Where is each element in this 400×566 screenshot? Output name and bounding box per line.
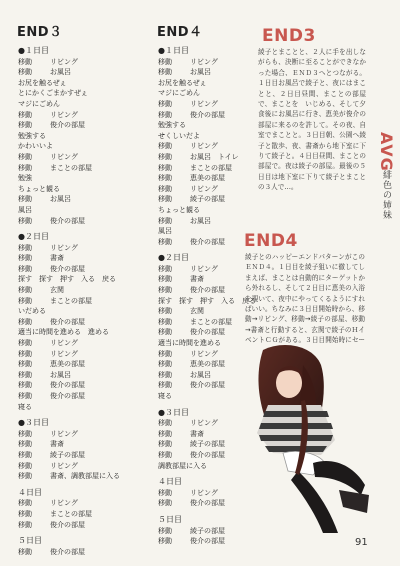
step-command: 移動: [158, 499, 172, 508]
step-command: 移動: [158, 68, 172, 77]
step-command: 移動: [158, 142, 172, 151]
step-command: 移動: [158, 370, 172, 379]
day-heading: ５日目: [18, 536, 42, 546]
route-step: [153, 461, 238, 472]
step-target: 寝る: [158, 392, 172, 400]
route-step: [13, 120, 148, 131]
page-number: 91: [355, 537, 368, 548]
step-target: お風呂: [50, 195, 71, 204]
step-target: 勉強する: [158, 121, 186, 130]
step-target: 適当に時間を進める: [158, 339, 221, 348]
route-step: [13, 498, 148, 509]
step-target: 恵美の部屋: [190, 360, 225, 369]
step-target: お尻を触るぜぇ: [18, 78, 67, 87]
step-command: 移動: [18, 264, 32, 273]
step-target: お風呂: [50, 68, 71, 77]
route-step: [153, 163, 238, 174]
step-target: お風呂: [190, 216, 211, 225]
step-target: 風呂: [18, 205, 32, 214]
route-step: [153, 141, 238, 152]
step-command: 移動: [18, 472, 32, 481]
step-command: 移動: [158, 184, 172, 193]
step-target: リビング: [190, 419, 218, 428]
route-step: [13, 173, 148, 184]
step-command: 移動: [18, 461, 32, 470]
step-command: 移動: [158, 419, 172, 428]
route-step: [13, 184, 148, 195]
step-command: 移動: [158, 286, 172, 295]
route-step: [153, 306, 238, 317]
route-step: [13, 520, 148, 531]
step-command: 移動: [18, 450, 32, 459]
step-target: 俊介の部屋: [50, 317, 85, 326]
route-step: [153, 526, 238, 537]
route-step: [153, 327, 238, 338]
route-step: [153, 285, 238, 296]
end3-desc-title: END3: [262, 26, 316, 46]
step-target: 綾子の部屋: [190, 526, 225, 535]
route-step: [13, 306, 148, 317]
step-target: 調教部屋に入る: [158, 461, 207, 470]
step-target: 書斎: [190, 429, 204, 438]
route-step: [153, 370, 238, 381]
step-target: 書斎: [50, 254, 64, 263]
step-command: 移動: [158, 317, 172, 326]
route-step: [153, 78, 238, 89]
step-command: 移動: [18, 317, 32, 326]
step-target: まことの部屋: [50, 163, 92, 172]
step-target: 書斎: [190, 275, 204, 284]
step-command: 移動: [18, 429, 32, 438]
route-step: [153, 57, 238, 68]
end4-desc-text: 綾子とのハッピーエンドパターンがこのＥＮＤ４。１日目を綾子狙いに徹してしまえば、まことは自動的にターゲットから外れるし、そして２日目に恵美の入浴を覗いて、夜中にやってくるようにすればいい。ちなみに３日目開始時から、移動→リビング、移動→綾子の部屋、移動→書斎と行動すると、玄関で綾子のＨイベントＣＧがある。３日目開始時にセー: [245, 253, 365, 345]
step-target: リビング: [190, 99, 218, 108]
day-heading: ●１日目: [158, 46, 189, 55]
route-step: [153, 184, 238, 195]
route-step: [153, 67, 238, 78]
route-step: [153, 391, 238, 402]
step-command: 移動: [158, 307, 172, 316]
route-step: [153, 173, 238, 184]
step-target: いだめる: [18, 307, 46, 316]
route-step: [13, 461, 148, 472]
route-step: [13, 163, 148, 174]
step-target: 俊介の部屋: [50, 216, 85, 225]
step-target: 俊介の部屋: [190, 286, 225, 295]
step-target: リビング: [190, 57, 218, 66]
step-target: ちょっと観る: [158, 205, 200, 214]
step-command: 移動: [18, 216, 32, 225]
step-target: マジにごめん: [18, 99, 60, 108]
route-step: [153, 216, 238, 227]
step-command: 移動: [158, 349, 172, 358]
step-target: 探す 探す 押す 入る 戻る: [18, 275, 116, 284]
route-step: [13, 402, 148, 413]
day-heading: ５日目: [158, 514, 182, 524]
step-command: 移動: [18, 110, 32, 119]
sidebar-subtitle: 緋色の姉妹: [381, 170, 391, 220]
route-step: [13, 78, 148, 89]
route-step: [153, 498, 238, 509]
step-target: お風呂: [50, 370, 71, 379]
step-command: 移動: [158, 328, 172, 337]
route-step: [13, 274, 148, 285]
step-command: 移動: [18, 195, 32, 204]
route-step: [13, 450, 148, 461]
step-target: 俊介の部屋: [50, 381, 85, 390]
route-step: [153, 120, 238, 131]
step-target: 玄関: [50, 286, 64, 295]
step-command: 移動: [158, 488, 172, 497]
step-target: 寝る: [18, 402, 32, 411]
route-step: [13, 439, 148, 450]
step-target: お尻を触るぜぇ: [158, 78, 207, 87]
step-target: 勉強する: [18, 131, 46, 140]
step-target: リビング: [190, 488, 218, 497]
step-command: 移動: [18, 254, 32, 263]
step-target: 俊介の部屋: [50, 392, 85, 400]
day-heading: ●２日目: [18, 232, 49, 242]
step-command: 移動: [18, 163, 32, 172]
step-target: リビング: [190, 142, 218, 151]
step-command: 移動: [158, 152, 172, 161]
route-step: [153, 237, 238, 248]
step-target: リビング: [50, 499, 78, 508]
route-step: [13, 216, 148, 227]
sidebar-avg-label: AVG: [377, 132, 396, 172]
step-target: リビング: [50, 429, 78, 438]
step-command: 移動: [158, 275, 172, 284]
step-target: 恵美の部屋: [50, 360, 85, 369]
step-target: リビング: [50, 339, 78, 348]
day-heading: ４日目: [18, 487, 42, 497]
step-target: 俊介の部屋: [50, 547, 85, 556]
step-command: 移動: [158, 174, 172, 183]
route-step: [13, 205, 148, 216]
route-step: [153, 536, 238, 547]
route-step: [13, 253, 148, 264]
route-step: [153, 359, 238, 370]
route-step: [13, 110, 148, 121]
route-step: [13, 327, 148, 338]
step-target: 綾子の部屋: [190, 195, 225, 204]
route-step: [13, 296, 148, 307]
end4-route-list: [153, 46, 256, 547]
route-step: [153, 88, 238, 99]
route-step: [153, 488, 238, 499]
step-target: 玄関: [190, 307, 204, 316]
route-step: [13, 359, 148, 370]
route-step: [13, 99, 148, 110]
step-target: かわいいよ: [18, 142, 53, 151]
step-command: 移動: [18, 152, 32, 161]
end3-desc-text: 綾子とまことと、２人に手を出しながらも、決断に至ることができなかった場合、ＥＮＤ３へとつながる。１日目お風呂で綾子と、夜にはまことと、２日目昼間、まことの部屋で、まことを いじめる、そして夕食後にお風呂に行き、恵美が俊介の部屋に来るのを許して。その夜、自室でまことと。３日目朝、公園へ綾子と散歩、夜、書斎から地下室に下りて綾子と。４日目昼間、まことの部屋で。夜は綾子の部屋。最後の５日目は地下室に下りて綾子とまことの３人で…。: [258, 48, 366, 192]
step-target: リビング: [190, 264, 218, 273]
step-command: 移動: [18, 440, 32, 449]
route-step: [153, 99, 238, 110]
step-target: 俊介の部屋: [190, 450, 225, 459]
step-command: 移動: [158, 216, 172, 225]
route-step: [153, 274, 238, 285]
step-target: 俊介の部屋: [190, 381, 225, 390]
step-command: 移動: [18, 121, 32, 130]
end4-route-heading: END４: [157, 25, 203, 40]
route-step: [13, 509, 148, 520]
step-target: ちょっと観る: [18, 184, 60, 193]
end4-desc-title: END4: [244, 231, 298, 251]
step-command: 移動: [158, 429, 172, 438]
route-step: [13, 194, 148, 205]
step-target: せくしいだよ: [158, 131, 200, 140]
step-command: 移動: [158, 110, 172, 119]
step-target: 書斎: [50, 440, 64, 449]
step-target: リビング: [190, 184, 218, 193]
route-step: [153, 194, 238, 205]
step-target: お風呂 トイレ: [190, 152, 239, 161]
step-target: リビング: [50, 349, 78, 358]
route-step: [153, 338, 238, 349]
route-step: [13, 391, 148, 402]
end3-route-heading: END３: [17, 25, 63, 40]
step-command: 移動: [18, 296, 32, 305]
route-step: [13, 141, 148, 152]
step-target: 綾子の部屋: [190, 440, 225, 449]
route-step: [13, 243, 148, 254]
character-illustration: [243, 345, 371, 535]
route-step: [153, 296, 256, 307]
step-target: リビング: [50, 461, 78, 470]
step-target: リビング: [50, 110, 78, 119]
step-target: 俊介の部屋: [190, 537, 225, 546]
route-step: [153, 418, 238, 429]
route-step: [153, 439, 238, 450]
route-step: [13, 547, 148, 558]
step-target: とにかくごまかすぜぇ: [18, 89, 88, 98]
step-command: 移動: [158, 264, 172, 273]
step-target: マジにごめん: [158, 89, 200, 98]
route-step: [153, 349, 238, 360]
end3-route-list: [13, 46, 148, 557]
step-target: 綾子の部屋: [50, 450, 85, 459]
route-step: [13, 88, 148, 99]
route-step: [153, 131, 238, 142]
step-target: リビング: [50, 152, 78, 161]
step-target: 俊介の部屋: [50, 520, 85, 529]
step-target: リビング: [50, 57, 78, 66]
step-target: 適当に時間を進める 進める: [18, 328, 109, 337]
step-target: 俊介の部屋: [190, 499, 225, 508]
route-step: [153, 264, 238, 275]
step-command: 移動: [158, 381, 172, 390]
step-command: 移動: [18, 286, 32, 295]
route-step: [13, 349, 148, 360]
route-step: [13, 264, 148, 275]
step-target: まことの部屋: [190, 317, 232, 326]
step-target: まことの部屋: [50, 509, 92, 518]
step-command: 移動: [18, 509, 32, 518]
route-step: [13, 57, 148, 68]
route-step: [153, 110, 238, 121]
step-command: 移動: [18, 360, 32, 369]
step-target: 探す 探す 押す 入る 戻る: [158, 296, 256, 305]
step-command: 移動: [158, 57, 172, 66]
step-target: まことの部屋: [190, 163, 232, 172]
step-command: 移動: [18, 339, 32, 348]
step-command: 移動: [18, 499, 32, 508]
step-target: リビング: [190, 349, 218, 358]
route-step: [13, 370, 148, 381]
step-command: 移動: [18, 68, 32, 77]
end4-route-column: [153, 25, 256, 547]
step-command: 移動: [158, 360, 172, 369]
step-command: 移動: [18, 520, 32, 529]
route-step: [13, 67, 148, 78]
step-target: 恵美の部屋: [190, 174, 225, 183]
step-command: 移動: [158, 195, 172, 204]
step-target: お風呂: [190, 68, 211, 77]
step-command: 移動: [18, 349, 32, 358]
day-heading: ●３日目: [158, 407, 189, 417]
route-step: [13, 338, 148, 349]
day-heading: ●３日目: [18, 418, 49, 428]
route-step: [13, 131, 148, 142]
route-step: [153, 152, 238, 163]
step-command: 移動: [158, 440, 172, 449]
route-step: [13, 429, 148, 440]
step-command: 移動: [158, 99, 172, 108]
route-step: [153, 450, 238, 461]
step-command: 移動: [18, 243, 32, 252]
step-target: まことの部屋: [50, 296, 92, 305]
day-heading: ●２日目: [158, 253, 189, 263]
step-command: 移動: [158, 163, 172, 172]
step-target: 俊介の部屋: [190, 110, 225, 119]
step-command: 移動: [18, 392, 32, 400]
step-command: 移動: [158, 237, 172, 246]
step-command: 移動: [158, 537, 172, 546]
step-command: 移動: [18, 381, 32, 390]
step-target: 風呂: [158, 227, 172, 236]
day-heading: ●１日目: [18, 46, 49, 55]
route-step: [13, 152, 148, 163]
route-step: [153, 226, 238, 237]
step-command: 移動: [158, 526, 172, 535]
step-target: 俊介の部屋: [50, 264, 85, 273]
day-heading: ４日目: [158, 477, 182, 487]
step-target: 書斎、調教部屋に入る: [50, 472, 120, 481]
step-command: 移動: [18, 370, 32, 379]
route-step: [13, 380, 148, 391]
route-step: [13, 285, 148, 296]
step-command: 移動: [18, 57, 32, 66]
step-target: お風呂: [190, 370, 211, 379]
step-command: 移動: [18, 547, 32, 556]
route-step: [153, 205, 238, 216]
route-step: [153, 317, 238, 328]
step-target: リビング: [50, 243, 78, 252]
step-target: 俊介の部屋: [190, 237, 225, 246]
route-step: [13, 471, 148, 482]
route-step: [153, 429, 238, 440]
step-command: 移動: [158, 450, 172, 459]
end3-route-column: [13, 26, 148, 557]
step-target: 勉強: [18, 174, 32, 183]
step-target: 俊介の部屋: [50, 121, 85, 130]
route-step: [13, 317, 148, 328]
route-step: [153, 380, 238, 391]
step-target: 俊介の部屋: [190, 328, 225, 337]
